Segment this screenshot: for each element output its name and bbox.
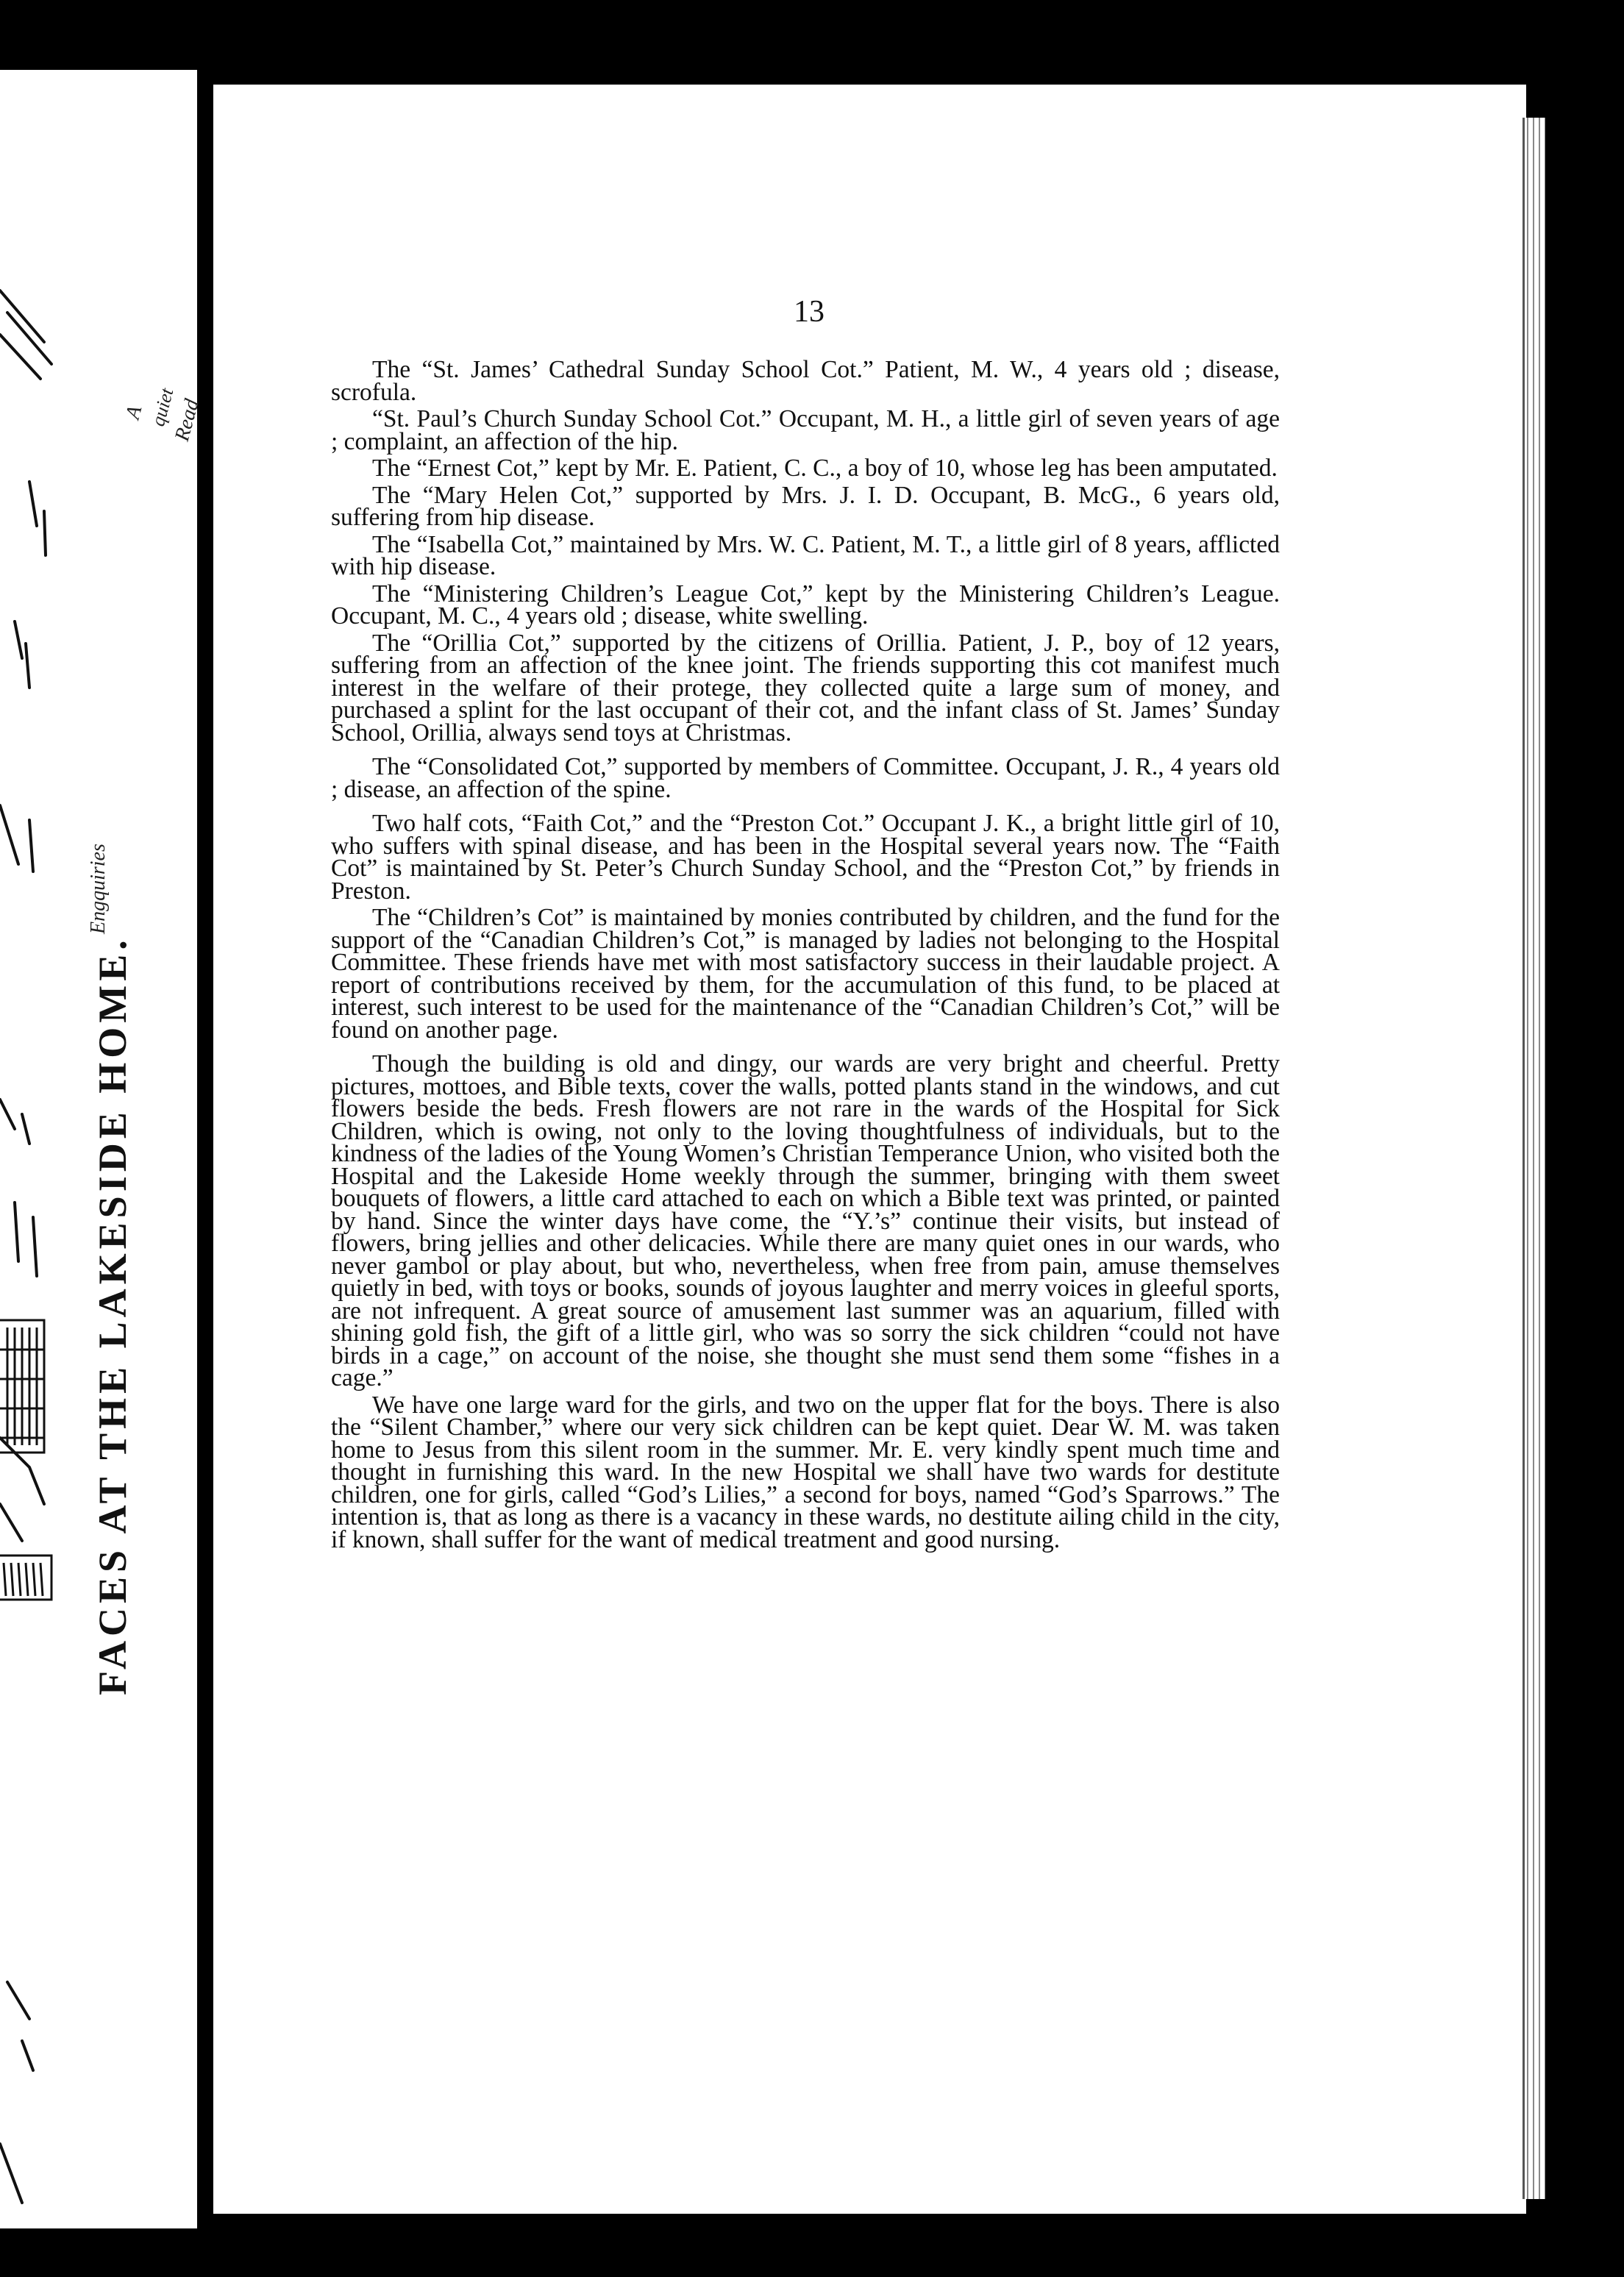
handwritten-note-enquiries: Engquiries xyxy=(87,844,110,934)
paragraph-large-ward: We have one large ward for the girls, and two on the upper flat for the boys. There is also the “Silent Chamber,” where our very sick children can be kept quiet. Dear W. M. was taken home to Jesus from this silent room in the summer. Mr. E. very kindly spent much time and thought in furnishing this ward. In the new Hospital we shall have two wards for destitute children, one for girls, called “God’s Lilies,” a second for boys, named “God’s Sparrows.” The intention is, that as long as there is a vacancy in these wards, no destitute ailing child in the city, if known, shall suffer for the want of medical treatment and good nursing. xyxy=(331,1391,1280,1553)
page-edge xyxy=(1522,118,1545,2199)
paragraph-mary-helen-cot: The “Mary Helen Cot,” supported by Mrs. J. I. D. Occupant, B. McG., 6 years old, suffering from hip disease. xyxy=(331,481,1280,531)
paragraph-st-pauls-cot: “St. Paul’s Church Sunday School Cot.” Occupant, M. H., a little girl of seven years of age ; complaint, an affection of the hip. xyxy=(331,405,1280,455)
handwritten-note-quiet: quiet xyxy=(147,385,178,429)
page-number: 13 xyxy=(794,295,825,329)
paragraph-ernest-cot: The “Ernest Cot,” kept by Mr. E. Patient, C. C., a boy of 10, whose leg has been amputated. xyxy=(372,455,1278,482)
paragraph-isabella-cot: The “Isabella Cot,” maintained by Mrs. W. C. Patient, M. T., a little girl of 8 years, afflicted with hip disease. xyxy=(331,530,1280,580)
paragraph-ministering-cot: The “Ministering Children’s League Cot,” kept by the Ministering Children’s League. Occupant, M. C., 4 years old ; disease, white swelling. xyxy=(331,580,1280,630)
paragraph-wards: Though the building is old and dingy, our wards are very bright and cheerful. Pretty pictures, mottoes, and Bible texts, cover the walls, potted plants stand in the windows, and cut flowers beside the beds. Fresh flowers are not rare in the wards of the Hospital for Sick Children, which is owing, not only to the loving thoughtfulness of individuals, but to the kindness of the ladies of the Young Women’s Christian Temperance Union, who visited both the Hospital and the Lakeside Home weekly through the summer, bringing with them sweet bouquets of flowers, a little card attached to each on which a Bible text was printed, or painted by hand. Since the winter days have come, the “Y.’s” continue their visits, but instead of flowers, bring jellies and other delicacies. While there are many quiet ones in our wards, who never gambol or play about, but who, nevertheless, when free from pain, amuse themselves quietly in bed, with toys or books, sounds of joyous laughter and merry voices in gleeful sports, are not infrequent. A great source of amusement last summer was an aquarium, filled with shining gold fish, the gift of a little girl, who was so sorry the sick children “could not have birds in a cage,” on account of the noise, she thought she must send them some “fishes in a cage.” xyxy=(331,1050,1280,1392)
paragraph-consolidated-cot: The “Consolidated Cot,” supported by members of Committee. Occupant, J. R., 4 years old ; disease, an affection of the spine. xyxy=(331,753,1280,803)
handwritten-note-a: A xyxy=(121,403,147,422)
paragraph-childrens-cot: The “Children’s Cot” is maintained by monies contributed by children, and the fund for the support of the “Canadian Children’s Cot,” is managed by ladies not belonging to the Hospital Committee. These friends have met with most satisfactory success in their laudable project. A report of contributions received by them, for the accumulation of this fund, to be placed at interest, such interest to be used for the maintenance of the “Canadian Children’s Cot,” will be found on another page. xyxy=(331,904,1280,1044)
paragraph-st-james-cot: The “St. James’ Cathedral Sunday School Cot.” Patient, M. W., 4 years old ; disease, scrofula. xyxy=(331,356,1280,406)
body-text xyxy=(331,356,1280,1556)
facing-page xyxy=(0,70,204,2228)
handwritten-note-read: Read xyxy=(171,396,204,444)
spine-title: FACES AT THE LAKESIDE HOME. xyxy=(90,936,135,1695)
paragraph-orillia-cot: The “Orillia Cot,” supported by the citizens of Orillia. Patient, J. P., boy of 12 years, suffering from an affection of the knee joint. The friends supporting this cot manifest much interest in the welfare of their protege, they collected quite a large sum of money, and purchased a splint for the last occupant of their cot, and the infant class of St. James’ Sunday School, Orillia, always send toys at Christmas. xyxy=(331,629,1280,746)
paragraph-faith-preston-cot: Two half cots, “Faith Cot,” and the “Preston Cot.” Occupant J. K., a bright little girl of 10, who suffers with spinal disease, and has been in the Hospital several years now. The “Faith Cot” is maintained by St. Peter’s Church Sunday School, and the “Preston Cot,” by friends in Preston. xyxy=(331,810,1280,905)
